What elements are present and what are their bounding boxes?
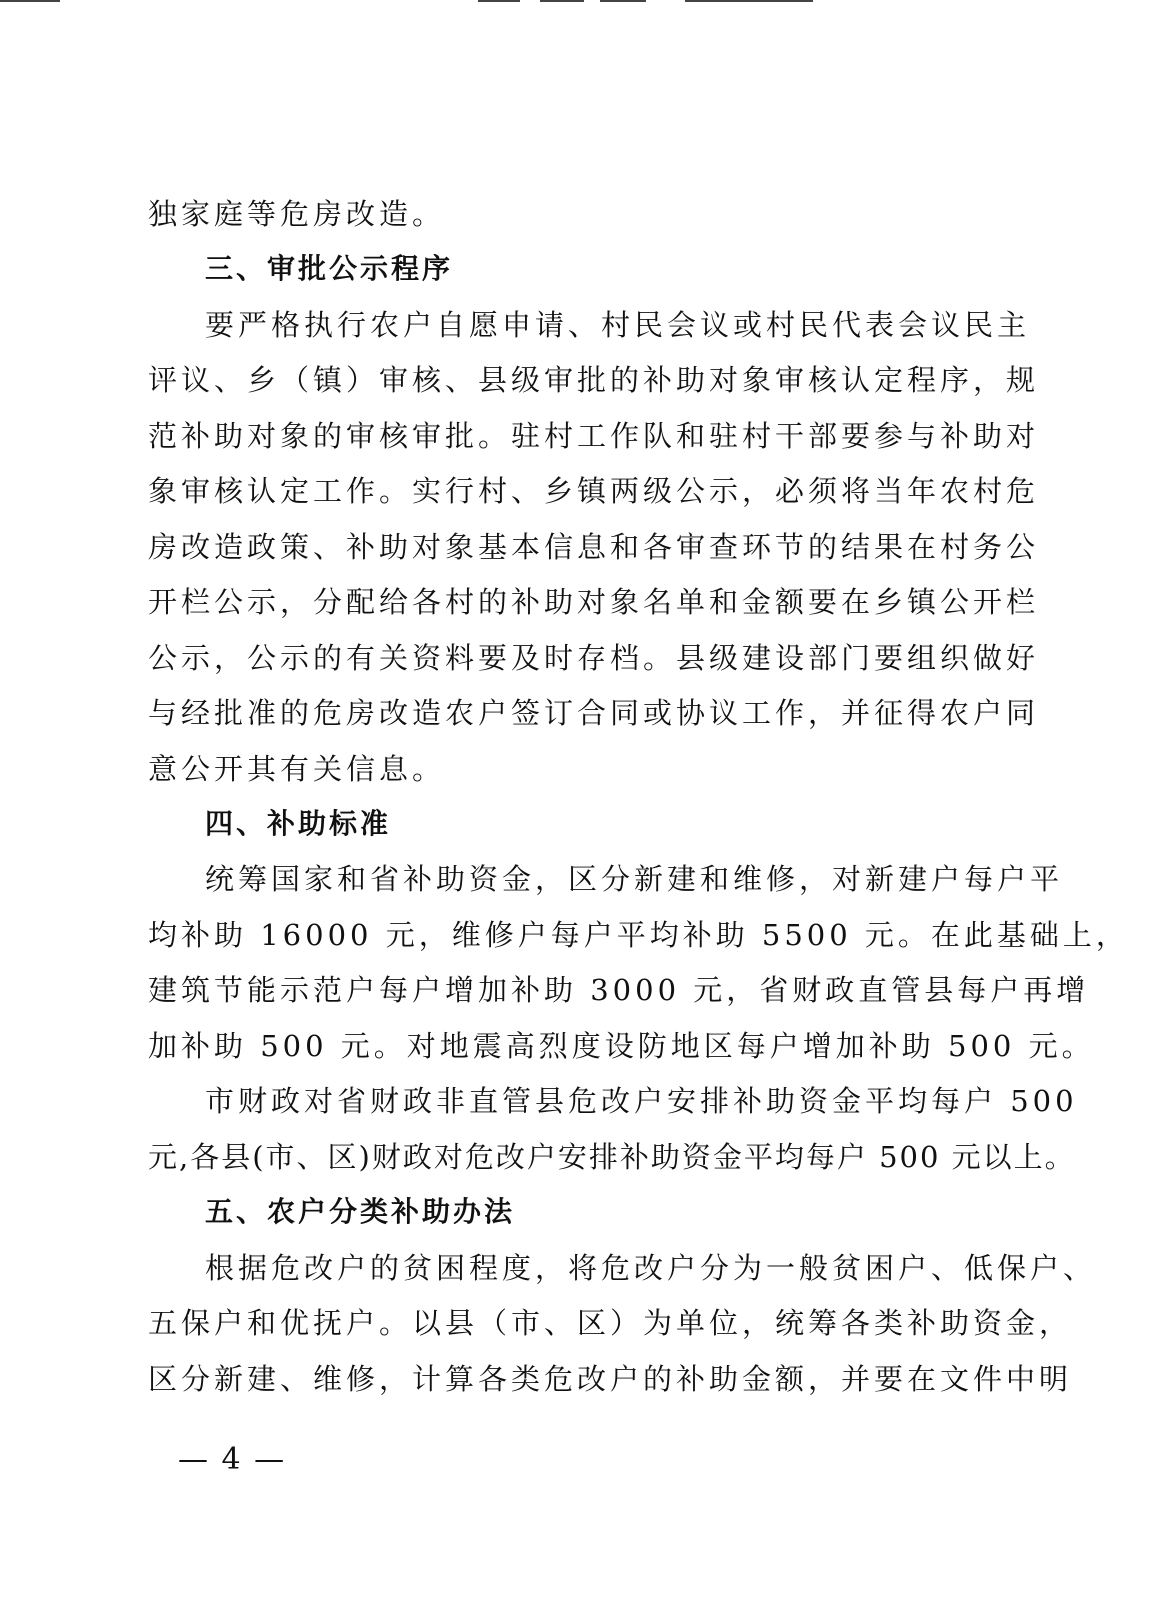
paragraph-line: 市财政对省财政非直管县危改户安排补助资金平均每户 500 bbox=[205, 1084, 1078, 1118]
paragraph-line: 五保户和优抚户。以县（市、区）为单位，统筹各类补助资金， bbox=[148, 1306, 1073, 1340]
paragraph-line: 根据危改户的贫困程度，将危改户分为一般贫困户、低保户、 bbox=[205, 1251, 1097, 1285]
paragraph-line: 元,各县(市、区)财政对危改户安排补助资金平均每户 500 元以上。 bbox=[148, 1140, 1076, 1174]
section-heading-classification: 五、农户分类补助办法 bbox=[205, 1195, 516, 1228]
scan-artifact bbox=[685, 0, 813, 2]
paragraph-line: 要严格执行农户自愿申请、村民会议或村民代表会议民主 bbox=[205, 308, 1031, 342]
scan-artifact bbox=[540, 0, 584, 2]
paragraph-line: 范补助对象的审核审批。驻村工作队和驻村干部要参与补助对 bbox=[148, 419, 1040, 453]
paragraph-line: 评议、乡（镇）审核、县级审批的补助对象审核认定程序，规 bbox=[148, 363, 1040, 397]
paragraph-line: 独家庭等危房改造。 bbox=[148, 197, 446, 231]
paragraph-line: 加补助 500 元。对地震高烈度设防地区每户增加补助 500 元。 bbox=[148, 1029, 1095, 1063]
scan-artifact bbox=[600, 0, 646, 2]
scan-artifact bbox=[0, 0, 60, 2]
paragraph-line: 象审核认定工作。实行村、乡镇两级公示，必须将当年农村危 bbox=[148, 474, 1040, 508]
paragraph-line: 公示，公示的有关资料要及时存档。县级建设部门要组织做好 bbox=[148, 641, 1040, 675]
paragraph-line: 与经批准的危房改造农户签订合同或协议工作，并征得农户同 bbox=[148, 696, 1040, 730]
paragraph-line: 区分新建、维修，计算各类危改户的补助金额，并要在文件中明 bbox=[148, 1362, 1073, 1396]
paragraph-line: 建筑节能示范户每户增加补助 3000 元，省财政直管县每户再增 bbox=[148, 973, 1090, 1007]
page-number: — 4 — bbox=[178, 1442, 287, 1477]
paragraph-line: 统筹国家和省补助资金，区分新建和维修，对新建户每户平 bbox=[205, 862, 1064, 896]
scan-artifact bbox=[478, 0, 520, 2]
paragraph-line: 房改造政策、补助对象基本信息和各审查环节的结果在村务公 bbox=[148, 530, 1040, 564]
section-heading-subsidy-standard: 四、补助标准 bbox=[205, 807, 392, 840]
paragraph-line: 均补助 16000 元，维修户每户平均补助 5500 元。在此基础上， bbox=[148, 918, 1129, 952]
paragraph-line: 开栏公示，分配给各村的补助对象名单和金额要在乡镇公开栏 bbox=[148, 585, 1040, 619]
section-heading-approval: 三、审批公示程序 bbox=[205, 252, 454, 285]
paragraph-line: 意公开其有关信息。 bbox=[148, 752, 446, 786]
